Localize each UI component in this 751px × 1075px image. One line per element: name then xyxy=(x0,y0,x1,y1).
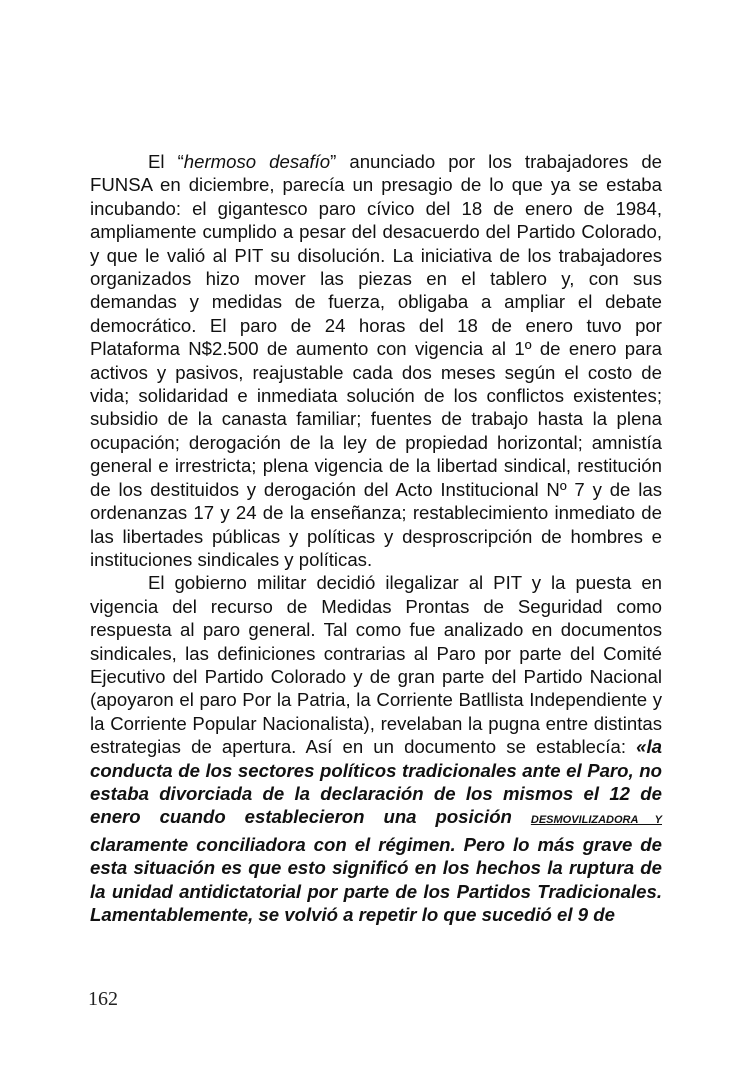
paragraph-2-quote-part-1: «la conducta de los sectores políticos tradicionales ante el Paro, no estaba divorciada de la declaración de los mismos el 12 de enero cuando establecieron una posición xyxy=(90,736,662,828)
paragraph-1-rest: ” anunciado por los trabajadores de FUNSA en diciembre, parecía un presagio de lo que ya se estaba incubando: el gigantesco paro cívico del 18 de enero de 1984, ampliamente cumplido a pesar del desacuerdo del Partido Colorado, y que le valió al PIT su disolución. La iniciativa de los trabajadores organizados hizo mover las piezas en el tablero y, con sus demandas y medidas de fuerza, obligaba a ampliar el debate democrático. El paro de 24 horas del 18 de enero tuvo por Plataforma N$2.500 de aumento con vigencia al 1º de enero para activos y pasivos, reajustable cada dos meses según el costo de vida; solidaridad e inmediata solución de los conflictos existentes; subsidio de la canasta familiar; fuentes de trabajo hasta la plena ocupación; derogación de la ley de propiedad horizontal; amnistía general e irrestricta; plena vigencia de la libertad sindical, restitución de los destituidos y derogación del Acto Institucional Nº 7 y de las ordenanzas 17 y 24 de la enseñanza; restablecimiento inmediato de las libertades públicas y políticas y desproscripción de hombres e instituciones sindicales y políticas. xyxy=(90,151,663,570)
paragraph-1-start: El “ xyxy=(148,151,184,172)
paragraph-2-underlined-word: DESMOVILIZADORA Y xyxy=(530,814,662,827)
paragraph-2-quote-part-2: claramente conciliadora con el régimen. Pero lo más grave de esta situación es que esto significó en los hechos la ruptura de la unidad antidictatorial por parte de los Partidos Tradicionales. Lamentablemente, se volvió a repetir lo que sucedió el 9 de xyxy=(90,833,662,925)
page-number: 162 xyxy=(88,988,118,1010)
paragraph-2 xyxy=(90,571,662,926)
body-text xyxy=(90,150,662,926)
paragraph-1-italic-phrase: hermoso desafío xyxy=(183,151,331,172)
paragraph-1 xyxy=(90,150,662,571)
paragraph-2-regular-text: El gobierno militar decidió ilegalizar al PIT y la puesta en vigencia del recurso de Medidas Prontas de Seguridad como respuesta al paro general. Tal como fue analizado en documentos sindicales, las definiciones contrarias al Paro por parte del Comité Ejecutivo del Partido Colorado y de gran parte del Partido Nacional (apoyaron el paro Por la Patria, la Corriente Batllista Independiente y la Corriente Popular Nacionalista), revelaban la pugna entre distintas estrategias de apertura. Así en un documento se establecía: xyxy=(90,572,662,758)
